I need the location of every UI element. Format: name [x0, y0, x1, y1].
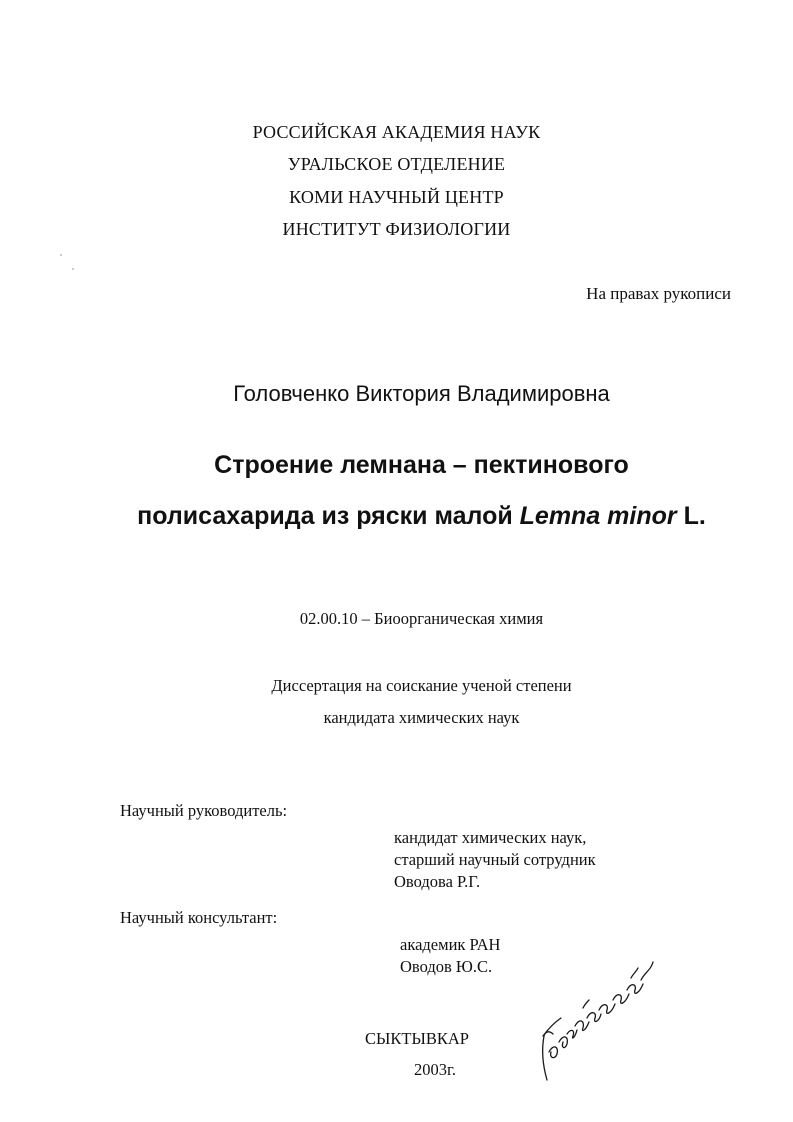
author-name: Головченко Виктория Владимировна	[233, 381, 610, 406]
supervisor-details	[394, 827, 596, 893]
dissertation-line-2: кандидата химических наук	[323, 708, 520, 727]
consultant-details	[400, 934, 500, 978]
consultant-title: академик РАН	[400, 935, 501, 954]
supervisor-name: Оводова Р.Г.	[394, 872, 481, 891]
supervisor-role-label: Научный руководитель:	[120, 801, 288, 820]
year: 2003г.	[414, 1060, 457, 1079]
thesis-title-line-2	[0, 502, 793, 531]
manuscript-rights-note: На правах рукописи	[586, 284, 731, 303]
dissertation-line-1: Диссертация на соискание ученой степени	[271, 676, 572, 695]
academy-name: РОССИЙСКАЯ АКАДЕМИЯ НАУК	[252, 122, 541, 142]
title-latin-name: Lemna minor	[519, 502, 677, 530]
title-line-2-prefix: полисахарида из ряски малой	[137, 502, 520, 530]
handwritten-signature	[535, 948, 660, 1088]
consultant-name: Оводов Ю.С.	[400, 957, 493, 976]
title-line-2-suffix: L.	[676, 502, 706, 530]
branch-name: УРАЛЬСКОЕ ОТДЕЛЕНИЕ	[287, 154, 506, 174]
thesis-title-line-1: Строение лемнана – пектинового	[214, 451, 629, 479]
scan-speck	[72, 268, 74, 270]
specialty-code: 02.00.10 – Биоорганическая химия	[299, 609, 544, 628]
science-center-name: КОМИ НАУЧНЫЙ ЦЕНТР	[289, 187, 504, 207]
supervisor-position: старший научный сотрудник	[394, 850, 596, 869]
scan-speck	[60, 254, 62, 256]
institute-name: ИНСТИТУТ ФИЗИОЛОГИИ	[282, 219, 511, 239]
consultant-role-label: Научный консультант:	[120, 908, 278, 927]
supervisor-degree: кандидат химических наук,	[394, 828, 587, 847]
city: СЫКТЫВКАР	[365, 1029, 469, 1048]
